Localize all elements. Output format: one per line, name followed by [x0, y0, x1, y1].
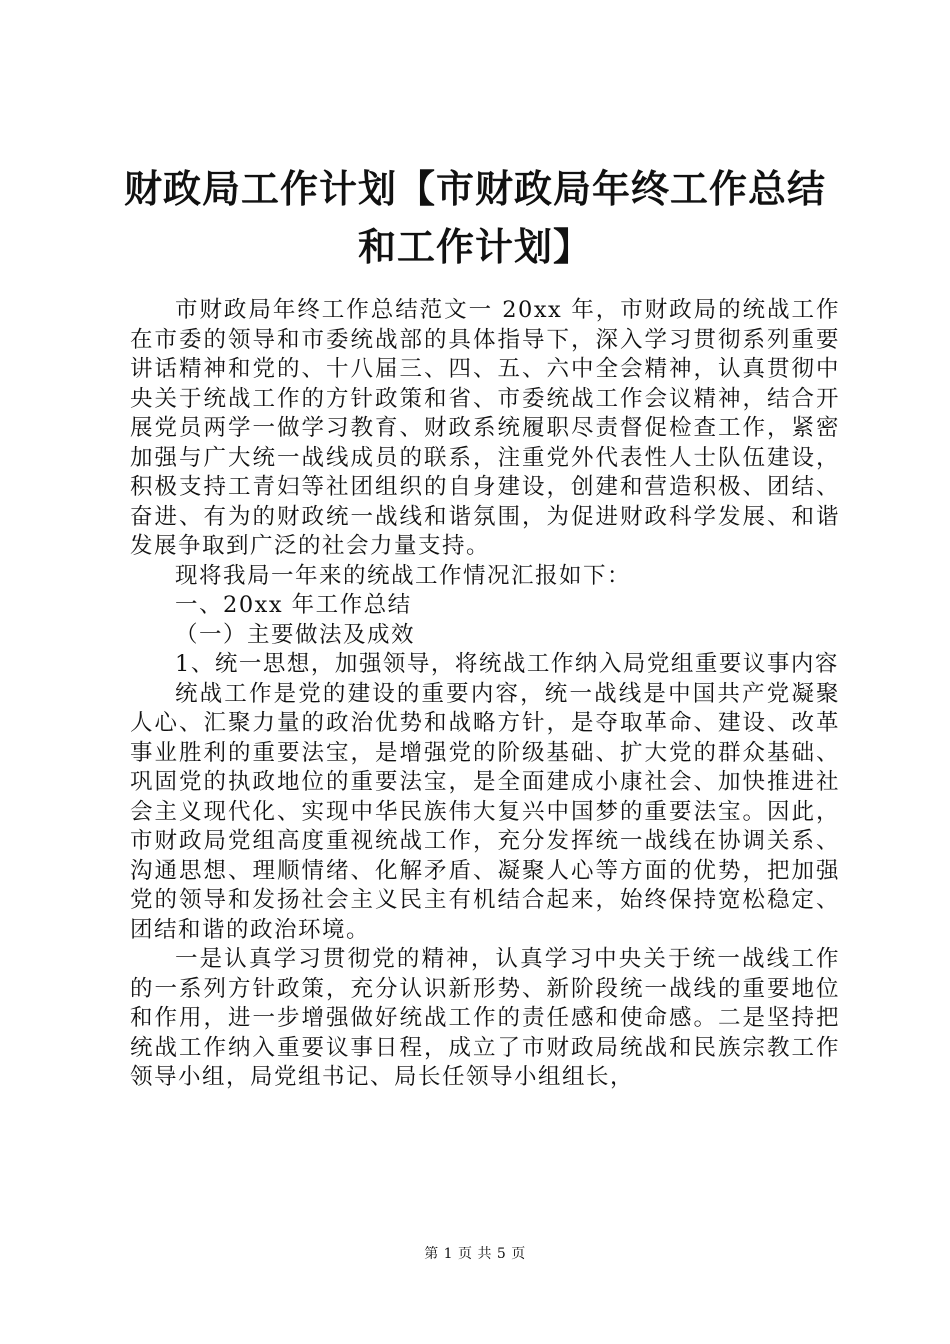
paragraph-measures: 一是认真学习贯彻党的精神，认真学习中央关于统一战线工作的一系列方针政策，充分认识新形势、新阶段统一战线的重要地位和作用，进一步增强做好统战工作的责任感和使命感。二是坚持把统战工作纳入重要议事日程，成立了市财政局统战和民族宗教工作领导小组，局党组书记、局长任领导小组组长，: [130, 946, 840, 1090]
paragraph-report-lead: 现将我局一年来的统战工作情况汇报如下：: [175, 562, 632, 589]
page-footer: 第 1 页 共 5 页: [424, 1246, 526, 1262]
paragraph-united-front: 统战工作是党的建设的重要内容，统一战线是中国共产党凝聚人心、汇聚力量的政治优势和战略方针，是夺取革命、建设、改革事业胜利的重要法宝，是增强党的阶级基础、扩大党的群众基础、巩固党的执政地位的重要法宝，是全面建成小康社会、加快推进社会主义现代化、实现中华民族伟大复兴中国梦的重要法宝。因此，市财政局党组高度重视统战工作，充分发挥统一战线在协调关系、沟通思想、理顺情绪、化解矛盾、凝聚人心等方面的优势，把加强党的领导和发扬社会主义民主有机结合起来，始终保持宽松稳定、团结和谐的政治环境。: [130, 680, 840, 943]
paragraph-intro: 市财政局年终工作总结范文一 20xx 年，市财政局的统战工作在市委的领导和市委统战部的具体指导下，深入学习贯彻系列重要讲话精神和党的、十八届三、四、五、六中全会精神，认真贯彻中央关于统战工作的方针政策和省、市委统战工作会议精神，结合开展党员两学一做学习教育、财政系统履职尽责督促检查工作，紧密加强与广大统一战线成员的联系，注重党外代表性人士队伍建设，积极支持工青妇等社团组织的自身建设，创建和营造积极、团结、奋进、有为的财政统一战线和谐氛围，为促进财政科学发展、和谐发展争取到广泛的社会力量支持。: [130, 297, 840, 559]
section-heading: 一、20xx 年工作总结: [175, 592, 412, 618]
item-heading: 1、统一思想，加强领导，将统战工作纳入局党组重要议事内容: [175, 651, 839, 677]
document-title: 财政局工作计划【市财政局年终工作总结和工作计划】: [123, 166, 826, 269]
document-body: [130, 296, 840, 1093]
subsection-heading: （一）主要做法及成效: [175, 621, 416, 648]
